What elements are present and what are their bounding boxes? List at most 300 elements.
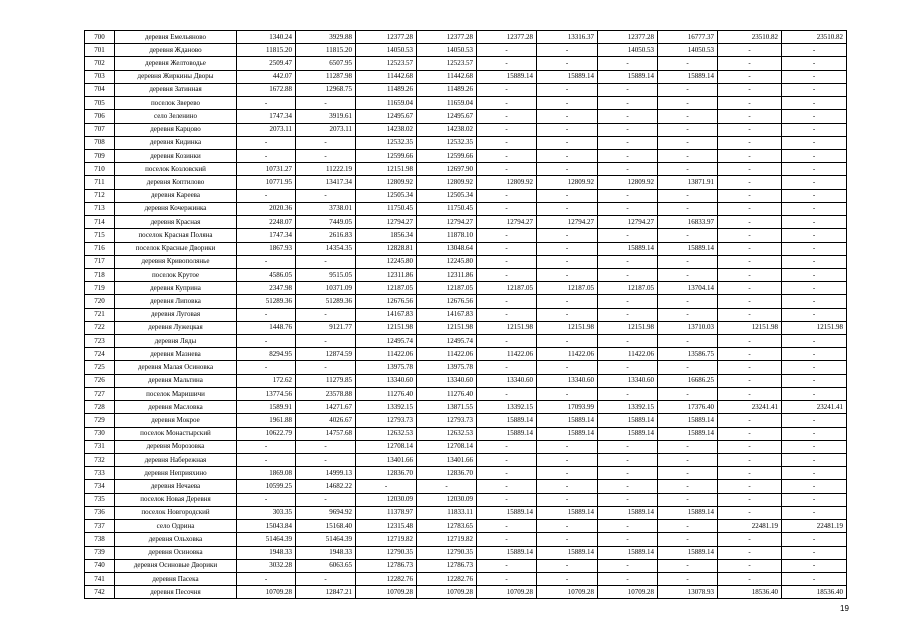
- tariff-value-cell: 12809.92: [477, 176, 537, 189]
- tariff-value-cell: -: [477, 97, 537, 110]
- tariff-table: [84, 30, 847, 599]
- tariff-value-cell: -: [658, 559, 718, 572]
- tariff-value-cell: -: [237, 136, 296, 149]
- tariff-value-cell: 12794.27: [598, 216, 658, 229]
- tariff-value-cell: 13975.78: [417, 361, 477, 374]
- tariff-value-cell: -: [782, 440, 847, 453]
- tariff-value-cell: -: [718, 202, 782, 215]
- tariff-table-container: [84, 30, 847, 599]
- tariff-value-cell: -: [598, 520, 658, 533]
- table-row: [85, 97, 847, 110]
- tariff-value-cell: 12151.98: [537, 321, 598, 334]
- tariff-value-cell: 13392.15: [477, 401, 537, 414]
- tariff-value-cell: -: [718, 335, 782, 348]
- tariff-value-cell: 12632.53: [356, 427, 417, 440]
- tariff-value-cell: -: [658, 295, 718, 308]
- tariff-value-cell: 15889.14: [658, 427, 718, 440]
- row-number-cell: 731: [85, 440, 115, 453]
- row-number-cell: 719: [85, 282, 115, 295]
- tariff-value-cell: 12874.59: [296, 348, 356, 361]
- tariff-value-cell: -: [658, 202, 718, 215]
- tariff-value-cell: 15889.14: [598, 427, 658, 440]
- tariff-value-cell: -: [718, 506, 782, 519]
- tariff-value-cell: 11422.06: [356, 348, 417, 361]
- settlement-name-cell: поселок Красная Поляна: [115, 229, 237, 242]
- tariff-value-cell: -: [782, 70, 847, 83]
- tariff-value-cell: -: [718, 467, 782, 480]
- tariff-value-cell: -: [598, 387, 658, 400]
- tariff-value-cell: -: [782, 57, 847, 70]
- tariff-value-cell: -: [598, 163, 658, 176]
- tariff-value-cell: -: [477, 361, 537, 374]
- tariff-value-cell: 51289.36: [237, 295, 296, 308]
- tariff-value-cell: 12495.67: [417, 110, 477, 123]
- tariff-value-cell: 14050.53: [598, 44, 658, 57]
- tariff-value-cell: -: [537, 255, 598, 268]
- tariff-value-cell: 1448.76: [237, 321, 296, 334]
- tariff-value-cell: 14050.53: [417, 44, 477, 57]
- tariff-value-cell: 13774.56: [237, 387, 296, 400]
- tariff-value-cell: -: [537, 189, 598, 202]
- tariff-value-cell: 12151.98: [417, 321, 477, 334]
- tariff-value-cell: 12793.73: [356, 414, 417, 427]
- tariff-value-cell: -: [537, 454, 598, 467]
- tariff-value-cell: -: [477, 83, 537, 96]
- tariff-value-cell: 15889.14: [477, 427, 537, 440]
- tariff-value-cell: 11659.04: [356, 97, 417, 110]
- tariff-value-cell: -: [782, 255, 847, 268]
- tariff-value-cell: -: [718, 123, 782, 136]
- tariff-value-cell: 12809.92: [598, 176, 658, 189]
- row-number-cell: 706: [85, 110, 115, 123]
- tariff-value-cell: 12809.92: [356, 176, 417, 189]
- tariff-value-cell: -: [477, 387, 537, 400]
- tariff-value-cell: -: [658, 255, 718, 268]
- table-row: [85, 282, 847, 295]
- tariff-value-cell: 15889.14: [537, 70, 598, 83]
- table-row: [85, 586, 847, 599]
- tariff-value-cell: -: [237, 149, 296, 162]
- tariff-value-cell: 10709.28: [537, 586, 598, 599]
- tariff-value-cell: 10371.09: [296, 282, 356, 295]
- tariff-value-cell: -: [658, 493, 718, 506]
- tariff-value-cell: -: [296, 454, 356, 467]
- tariff-value-cell: 12495.74: [417, 335, 477, 348]
- tariff-value-cell: 12786.73: [417, 559, 477, 572]
- tariff-value-cell: 15889.14: [537, 414, 598, 427]
- tariff-value-cell: -: [537, 440, 598, 453]
- table-row: [85, 295, 847, 308]
- table-row: [85, 454, 847, 467]
- tariff-value-cell: 2020.36: [237, 202, 296, 215]
- settlement-name-cell: деревня Кидинка: [115, 136, 237, 149]
- tariff-value-cell: -: [718, 387, 782, 400]
- tariff-value-cell: 13586.75: [658, 348, 718, 361]
- tariff-value-cell: -: [477, 268, 537, 281]
- tariff-value-cell: -: [718, 70, 782, 83]
- row-number-cell: 730: [85, 427, 115, 440]
- tariff-value-cell: 1867.93: [237, 242, 296, 255]
- table-row: [85, 229, 847, 242]
- tariff-value-cell: 12599.66: [417, 149, 477, 162]
- tariff-value-cell: 11422.06: [537, 348, 598, 361]
- tariff-value-cell: 15889.14: [598, 506, 658, 519]
- row-number-cell: 713: [85, 202, 115, 215]
- settlement-name-cell: деревня Кареева: [115, 189, 237, 202]
- settlement-name-cell: деревня Желтоводье: [115, 57, 237, 70]
- tariff-value-cell: 14238.02: [417, 123, 477, 136]
- tariff-value-cell: 13316.37: [537, 31, 598, 44]
- tariff-value-cell: 12523.57: [417, 57, 477, 70]
- tariff-value-cell: -: [718, 572, 782, 585]
- tariff-value-cell: -: [237, 255, 296, 268]
- tariff-value-cell: 15889.14: [477, 546, 537, 559]
- tariff-value-cell: -: [718, 242, 782, 255]
- tariff-value-cell: -: [782, 282, 847, 295]
- tariff-value-cell: -: [477, 189, 537, 202]
- tariff-value-cell: 12676.56: [417, 295, 477, 308]
- tariff-value-cell: -: [296, 572, 356, 585]
- tariff-value-cell: -: [782, 295, 847, 308]
- tariff-value-cell: -: [718, 282, 782, 295]
- tariff-value-cell: 12151.98: [782, 321, 847, 334]
- tariff-value-cell: -: [782, 454, 847, 467]
- tariff-value-cell: 10709.28: [237, 586, 296, 599]
- tariff-value-cell: 12495.67: [356, 110, 417, 123]
- tariff-value-cell: 172.62: [237, 374, 296, 387]
- tariff-value-cell: -: [296, 97, 356, 110]
- tariff-value-cell: -: [296, 335, 356, 348]
- tariff-value-cell: 12836.70: [356, 467, 417, 480]
- tariff-value-cell: 7449.05: [296, 216, 356, 229]
- tariff-value-cell: -: [782, 268, 847, 281]
- tariff-value-cell: 12793.73: [417, 414, 477, 427]
- tariff-value-cell: 11750.45: [356, 202, 417, 215]
- tariff-value-cell: 16777.37: [658, 31, 718, 44]
- tariff-value-cell: -: [598, 493, 658, 506]
- table-row: [85, 163, 847, 176]
- table-row: [85, 216, 847, 229]
- tariff-value-cell: -: [537, 572, 598, 585]
- tariff-value-cell: -: [658, 83, 718, 96]
- tariff-value-cell: -: [598, 572, 658, 585]
- tariff-value-cell: 14757.68: [296, 427, 356, 440]
- tariff-value-cell: -: [477, 110, 537, 123]
- tariff-value-cell: -: [782, 176, 847, 189]
- tariff-value-cell: 22481.19: [782, 520, 847, 533]
- tariff-value-cell: 12311.86: [356, 268, 417, 281]
- tariff-value-cell: 3919.61: [296, 110, 356, 123]
- tariff-value-cell: 12505.34: [356, 189, 417, 202]
- tariff-value-cell: 12790.35: [356, 546, 417, 559]
- tariff-value-cell: -: [598, 308, 658, 321]
- row-number-cell: 709: [85, 149, 115, 162]
- tariff-value-cell: 15889.14: [598, 546, 658, 559]
- tariff-value-cell: 16686.25: [658, 374, 718, 387]
- settlement-name-cell: деревня Набережная: [115, 454, 237, 467]
- tariff-value-cell: 12151.98: [477, 321, 537, 334]
- tariff-value-cell: 12794.27: [537, 216, 598, 229]
- tariff-value-cell: 17376.40: [658, 401, 718, 414]
- table-row: [85, 467, 847, 480]
- tariff-value-cell: -: [782, 546, 847, 559]
- tariff-value-cell: -: [718, 97, 782, 110]
- tariff-value-cell: 13975.78: [356, 361, 417, 374]
- tariff-value-cell: 10731.27: [237, 163, 296, 176]
- settlement-name-cell: деревня Куприна: [115, 282, 237, 295]
- table-row: [85, 493, 847, 506]
- tariff-value-cell: 442.07: [237, 70, 296, 83]
- tariff-value-cell: 1747.34: [237, 229, 296, 242]
- table-row: [85, 255, 847, 268]
- row-number-cell: 741: [85, 572, 115, 585]
- tariff-value-cell: -: [296, 136, 356, 149]
- tariff-value-cell: 12532.35: [356, 136, 417, 149]
- tariff-value-cell: 10622.79: [237, 427, 296, 440]
- tariff-value-cell: -: [718, 216, 782, 229]
- tariff-value-cell: -: [537, 308, 598, 321]
- tariff-value-cell: -: [718, 83, 782, 96]
- tariff-value-cell: 51464.39: [296, 533, 356, 546]
- tariff-value-cell: -: [718, 163, 782, 176]
- row-number-cell: 742: [85, 586, 115, 599]
- tariff-value-cell: -: [782, 308, 847, 321]
- tariff-value-cell: -: [658, 110, 718, 123]
- tariff-value-cell: -: [658, 136, 718, 149]
- tariff-value-cell: 23578.88: [296, 387, 356, 400]
- tariff-value-cell: 4586.05: [237, 268, 296, 281]
- row-number-cell: 703: [85, 70, 115, 83]
- settlement-name-cell: деревня Жданово: [115, 44, 237, 57]
- tariff-value-cell: 13340.60: [356, 374, 417, 387]
- tariff-value-cell: 12708.14: [356, 440, 417, 453]
- tariff-value-cell: 4026.67: [296, 414, 356, 427]
- row-number-cell: 732: [85, 454, 115, 467]
- tariff-value-cell: 12790.35: [417, 546, 477, 559]
- tariff-value-cell: 12151.98: [356, 163, 417, 176]
- tariff-value-cell: 12719.82: [417, 533, 477, 546]
- tariff-value-cell: 12828.81: [356, 242, 417, 255]
- tariff-value-cell: -: [598, 559, 658, 572]
- settlement-name-cell: деревня Козинки: [115, 149, 237, 162]
- tariff-value-cell: -: [296, 308, 356, 321]
- tariff-value-cell: 303.35: [237, 506, 296, 519]
- tariff-value-cell: -: [477, 467, 537, 480]
- tariff-value-cell: 15889.14: [537, 546, 598, 559]
- tariff-value-cell: 12377.28: [417, 31, 477, 44]
- tariff-value-cell: 2347.98: [237, 282, 296, 295]
- tariff-value-cell: 9694.92: [296, 506, 356, 519]
- tariff-value-cell: 10709.28: [356, 586, 417, 599]
- tariff-value-cell: 3929.88: [296, 31, 356, 44]
- tariff-value-cell: -: [598, 123, 658, 136]
- settlement-name-cell: поселок Новая Деревня: [115, 493, 237, 506]
- tariff-value-cell: 18536.40: [782, 586, 847, 599]
- tariff-value-cell: 2073.11: [237, 123, 296, 136]
- table-row: [85, 361, 847, 374]
- tariff-value-cell: -: [477, 335, 537, 348]
- tariff-value-cell: -: [782, 136, 847, 149]
- tariff-value-cell: -: [782, 216, 847, 229]
- tariff-value-cell: 1869.08: [237, 467, 296, 480]
- table-row: [85, 480, 847, 493]
- tariff-value-cell: 6063.65: [296, 559, 356, 572]
- tariff-value-cell: -: [782, 123, 847, 136]
- tariff-value-cell: -: [782, 149, 847, 162]
- tariff-value-cell: -: [658, 335, 718, 348]
- tariff-value-cell: 13340.60: [537, 374, 598, 387]
- tariff-value-cell: 13401.66: [417, 454, 477, 467]
- tariff-value-cell: -: [658, 520, 718, 533]
- table-row: [85, 401, 847, 414]
- tariff-value-cell: -: [477, 255, 537, 268]
- table-row: [85, 506, 847, 519]
- row-number-cell: 723: [85, 335, 115, 348]
- row-number-cell: 725: [85, 361, 115, 374]
- table-row: [85, 242, 847, 255]
- tariff-value-cell: -: [537, 520, 598, 533]
- tariff-value-cell: 12377.28: [598, 31, 658, 44]
- tariff-value-cell: 12187.05: [417, 282, 477, 295]
- tariff-value-cell: 12532.35: [417, 136, 477, 149]
- tariff-value-cell: 15889.14: [658, 242, 718, 255]
- tariff-value-cell: -: [477, 57, 537, 70]
- tariff-value-cell: -: [598, 480, 658, 493]
- tariff-value-cell: -: [477, 572, 537, 585]
- tariff-value-cell: -: [782, 572, 847, 585]
- tariff-value-cell: 11276.40: [417, 387, 477, 400]
- table-row: [85, 57, 847, 70]
- tariff-value-cell: -: [718, 533, 782, 546]
- tariff-value-cell: 11422.06: [477, 348, 537, 361]
- tariff-value-cell: 12719.82: [356, 533, 417, 546]
- tariff-value-cell: -: [356, 480, 417, 493]
- tariff-value-cell: 12794.27: [477, 216, 537, 229]
- tariff-value-cell: -: [658, 97, 718, 110]
- tariff-value-cell: 15889.14: [658, 506, 718, 519]
- tariff-value-cell: 11222.19: [296, 163, 356, 176]
- tariff-value-cell: -: [782, 414, 847, 427]
- settlement-name-cell: поселок Крутое: [115, 268, 237, 281]
- settlement-name-cell: деревня Осиновка: [115, 546, 237, 559]
- tariff-value-cell: -: [782, 163, 847, 176]
- tariff-value-cell: -: [782, 506, 847, 519]
- tariff-value-cell: -: [537, 242, 598, 255]
- tariff-value-cell: -: [718, 427, 782, 440]
- tariff-value-cell: 15889.14: [658, 70, 718, 83]
- tariff-value-cell: -: [237, 440, 296, 453]
- settlement-name-cell: деревня Ляды: [115, 335, 237, 348]
- table-row: [85, 520, 847, 533]
- tariff-value-cell: 1948.33: [296, 546, 356, 559]
- tariff-value-cell: -: [782, 348, 847, 361]
- tariff-value-cell: -: [598, 229, 658, 242]
- tariff-value-cell: 14354.35: [296, 242, 356, 255]
- row-number-cell: 733: [85, 467, 115, 480]
- settlement-name-cell: поселок Маришичи: [115, 387, 237, 400]
- tariff-value-cell: -: [658, 229, 718, 242]
- tariff-value-cell: -: [718, 110, 782, 123]
- tariff-value-cell: 15889.14: [658, 414, 718, 427]
- tariff-value-cell: 23241.41: [718, 401, 782, 414]
- tariff-value-cell: 11815.20: [237, 44, 296, 57]
- tariff-value-cell: -: [782, 493, 847, 506]
- tariff-value-cell: -: [782, 242, 847, 255]
- tariff-value-cell: 11442.68: [356, 70, 417, 83]
- tariff-value-cell: 13048.64: [417, 242, 477, 255]
- tariff-value-cell: -: [782, 335, 847, 348]
- tariff-value-cell: 13871.91: [658, 176, 718, 189]
- tariff-value-cell: 3738.01: [296, 202, 356, 215]
- tariff-value-cell: -: [718, 149, 782, 162]
- tariff-value-cell: 13340.60: [417, 374, 477, 387]
- row-number-cell: 720: [85, 295, 115, 308]
- tariff-value-cell: -: [718, 268, 782, 281]
- tariff-value-cell: 11815.20: [296, 44, 356, 57]
- tariff-value-cell: 13710.03: [658, 321, 718, 334]
- tariff-value-cell: -: [537, 493, 598, 506]
- row-number-cell: 739: [85, 546, 115, 559]
- tariff-value-cell: 9515.05: [296, 268, 356, 281]
- table-row: [85, 335, 847, 348]
- row-number-cell: 740: [85, 559, 115, 572]
- tariff-value-cell: -: [537, 123, 598, 136]
- row-number-cell: 708: [85, 136, 115, 149]
- table-row: [85, 321, 847, 334]
- settlement-name-cell: деревня Масловка: [115, 401, 237, 414]
- row-number-cell: 707: [85, 123, 115, 136]
- tariff-value-cell: 15889.14: [477, 506, 537, 519]
- tariff-value-cell: -: [477, 533, 537, 546]
- tariff-value-cell: -: [477, 493, 537, 506]
- tariff-value-cell: -: [477, 520, 537, 533]
- tariff-value-cell: -: [718, 454, 782, 467]
- tariff-value-cell: 11378.97: [356, 506, 417, 519]
- tariff-value-cell: 12377.28: [477, 31, 537, 44]
- tariff-value-cell: -: [537, 559, 598, 572]
- tariff-value-cell: -: [658, 454, 718, 467]
- tariff-value-cell: 12708.14: [417, 440, 477, 453]
- tariff-value-cell: -: [598, 440, 658, 453]
- tariff-value-cell: -: [718, 295, 782, 308]
- tariff-value-cell: 8294.95: [237, 348, 296, 361]
- tariff-value-cell: -: [477, 123, 537, 136]
- row-number-cell: 737: [85, 520, 115, 533]
- tariff-value-cell: -: [598, 202, 658, 215]
- tariff-value-cell: -: [537, 533, 598, 546]
- settlement-name-cell: деревня Красная: [115, 216, 237, 229]
- tariff-value-cell: 12676.56: [356, 295, 417, 308]
- tariff-value-cell: 12151.98: [718, 321, 782, 334]
- page-number: 19: [840, 604, 849, 613]
- tariff-value-cell: 11489.26: [417, 83, 477, 96]
- tariff-value-cell: 12697.90: [417, 163, 477, 176]
- tariff-value-cell: 13392.15: [598, 401, 658, 414]
- tariff-value-cell: -: [296, 361, 356, 374]
- tariff-value-cell: 10709.28: [598, 586, 658, 599]
- tariff-value-cell: -: [658, 440, 718, 453]
- row-number-cell: 734: [85, 480, 115, 493]
- tariff-value-cell: -: [598, 255, 658, 268]
- tariff-value-cell: 13417.34: [296, 176, 356, 189]
- tariff-value-cell: 13871.55: [417, 401, 477, 414]
- tariff-value-cell: 11833.11: [417, 506, 477, 519]
- settlement-name-cell: деревня Коптилово: [115, 176, 237, 189]
- table-row: [85, 136, 847, 149]
- tariff-value-cell: 23510.82: [718, 31, 782, 44]
- tariff-value-cell: -: [537, 163, 598, 176]
- tariff-value-cell: -: [718, 348, 782, 361]
